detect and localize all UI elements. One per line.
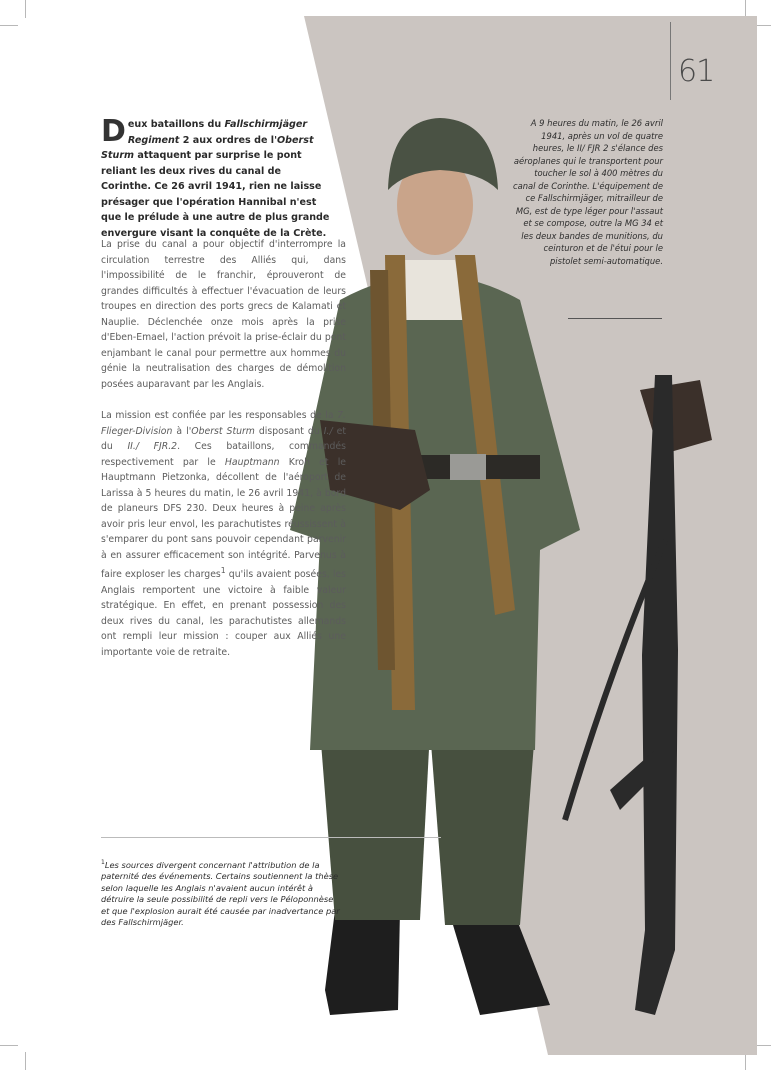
drop-cap: D: [101, 114, 126, 149]
body-emphasis: II./ FJR.2: [127, 441, 178, 452]
page-number-rule: [670, 22, 671, 100]
body-emphasis: Oberst Sturm: [191, 425, 255, 437]
body-paragraph-1: La prise du canal a pour objectif d'interrompre la circulation terrestre des Alliés qui, dans l'impossibilité de le franchir, éprouveront de grandes difficultés à effectuer l'évacuation de leurs troupes en direction des ports grecs de Kalamati et Nauplie. Déclenchée onze mois après la prise d'Eben-Emael, l'action prévoit la prise-éclair du pont enjambant le canal pour permettre aux hommes du génie la neutralisation des charges de démolition posées auparavant par les Anglais.: [101, 239, 346, 390]
body-emphasis: I./: [323, 425, 333, 437]
footnote-text: Les sources divergent concernant l'attribution de la paternité des événements. Certains soutiennent la thèse selon laquelle les Anglais n'avaient aucun intérêt à détruire la seule possibilité de repli vers le Péloponnèse et que l'explosion aurait été causée par inadvertance par des Fallschirmjäger.: [101, 859, 340, 928]
lead-paragraph: [101, 114, 333, 241]
body-emphasis: 7. Flieger-Division: [101, 410, 346, 437]
body-text: La mission est confiée par les responsables de la: [101, 410, 338, 421]
body-text: Kroh et le Hauptmann Pietzonka, décollent de l'aéroport de Larissa à 5 heures du matin, le 26 avril 1941, à bord de planeurs DFS 230. Deux heures à peine après avoir pris leur envol, les parachutistes réussissent à s'emparer du pont sans pouvoir cependant parvenir à en assurer efficacement son intégrité. Parvenus à faire exploser les charges: [101, 456, 346, 581]
body-emphasis: Hauptmann: [224, 456, 280, 468]
page-number: 61: [678, 54, 715, 89]
body-paragraph-2: [101, 408, 346, 660]
caption-rule: [568, 318, 662, 319]
body-text: et du: [101, 425, 347, 452]
body-text: à l': [172, 425, 192, 437]
body-text: qu'ils avaient posées, les Anglais remportent une victoire à faible valeur stratégique. En effet, en prenant possession des deux rives du canal, les parachutistes allemands ont rempli leur mission : couper aux Alliés une importante voie de retraite.: [101, 569, 346, 658]
lead-text: 2 aux ordres de l': [179, 134, 278, 146]
lead-text: attaquent par surprise le pont reliant les deux rives du canal de Corinthe. Ce 26 avril 1941, rien ne laisse présager que l'opération Hannibal n'est que le prélude à une autre de plus grande envergure visant la conquête de la Crète.: [101, 150, 330, 239]
lead-text: eux bataillons du: [127, 119, 225, 130]
body-text: disposant du: [254, 425, 324, 437]
footnote-rule: [101, 837, 441, 838]
photo-caption: A 9 heures du matin, le 26 avril 1941, après un vol de quatre heures, le II/ FJR 2 s'élance des aéroplanes qui le transportent pour toucher le sol à 400 mètres du canal de Corinthe. L'équipement de ce Fallschirmjäger, mitrailleur de MG, est de type léger pour l'assaut et se compose, outre la MG 34 et les deux bandes de munitions, du ceinturon et de l'étui pour le pistolet semi-automatique.: [513, 118, 663, 266]
lead-emphasis: Fallschirmjäger Regiment: [127, 119, 308, 146]
footnote-mark: 1: [101, 859, 105, 866]
body-text: . Ces bataillons, commandés respectivement par le: [101, 441, 346, 468]
lead-emphasis: Oberst Sturm: [101, 134, 314, 161]
footnote: [101, 857, 341, 929]
footnote-ref: 1: [220, 566, 226, 575]
